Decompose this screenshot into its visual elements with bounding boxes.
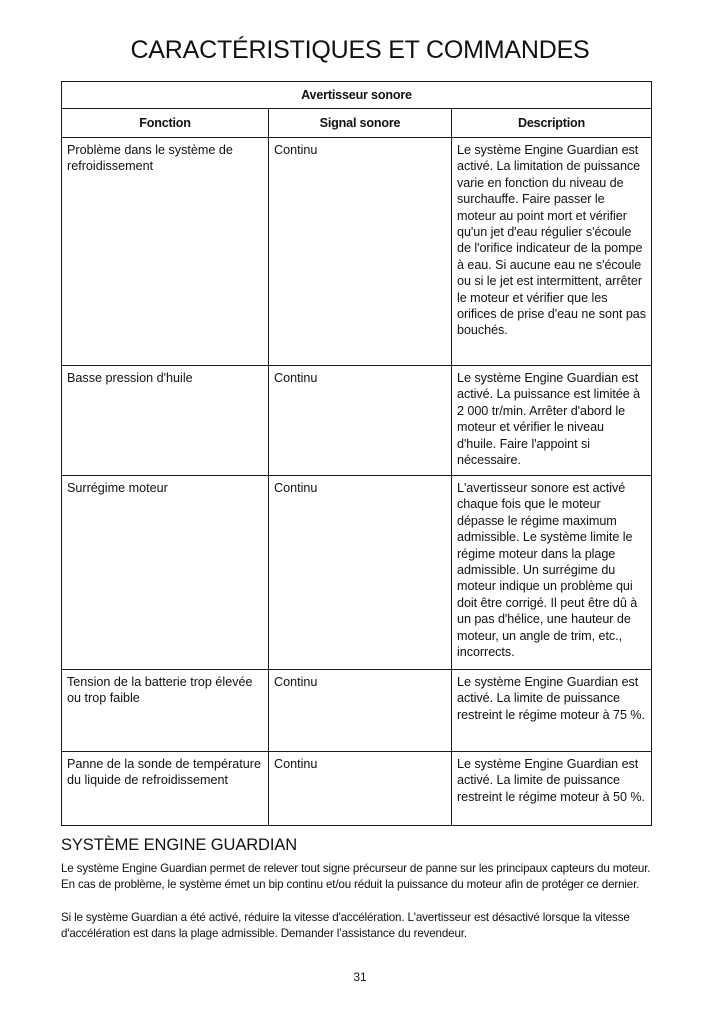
table-caption: Avertisseur sonore [62,82,652,109]
column-header-description: Description [452,109,652,138]
section-paragraph: Si le système Guardian a été activé, réduire la vitesse d'accélération. L'avertisseur est désactivé lorsque la vitesse d'accélération est dans la plage admissible. Demander l’assistance du revendeur. [61,911,630,940]
cell-signal: Continu [269,366,452,476]
section-paragraph: Le système Engine Guardian permet de relever tout signe précurseur de panne sur les principaux capteurs du moteur. En cas de problème, le système émet un bip continu et/ou réduit la puissance du moteur afin de protéger ce dernier. [61,862,651,891]
table-row [62,138,652,366]
cell-signal: Continu [269,138,452,366]
column-header-fonction: Fonction [62,109,269,138]
table-row [62,366,652,476]
cell-description: Le système Engine Guardian est activé. La limitation de puissance varie en fonction du niveau de surchauffe. Faire passer le moteur au point mort et vérifier qu'un jet d'eau régulier s'écoule de l'orifice indicateur de la pompe à eau. Si aucune eau ne s'écoule ou si le jet est intermittent, arrêter le moteur et vérifier que les orifices de prise d'eau ne sont pas bouchés. [452,138,652,366]
cell-signal: Continu [269,670,452,752]
table-header-row [62,109,652,138]
cell-fonction: Tension de la batterie trop élevée ou trop faible [62,670,269,752]
column-header-signal: Signal sonore [269,109,452,138]
cell-fonction: Problème dans le système de refroidissement [62,138,269,366]
horn-alert-table [61,81,652,826]
cell-description: Le système Engine Guardian est activé. La limite de puissance restreint le régime moteur à 75 %. [452,670,652,752]
cell-fonction: Panne de la sonde de température du liquide de refroidissement [62,752,269,826]
table-row [62,670,652,752]
cell-description: Le système Engine Guardian est activé. La puissance est limitée à 2 000 tr/min. Arrêter d'abord le moteur et vérifier le niveau d'huile. Faire l'appoint si nécessaire. [452,366,652,476]
section-title: SYSTÈME ENGINE GUARDIAN [61,836,298,854]
page-title: CARACTÉRISTIQUES ET COMMANDES [130,36,590,64]
cell-description: L'avertisseur sonore est activé chaque fois que le moteur dépasse le régime maximum admissible. Le système limite le régime moteur dans la plage admissible. Un surrégime du moteur indique un problème qui doit être corrigé. Il peut être dû à un pas d'hélice, une hauteur de moteur, un angle de trim, etc., incorrects. [452,476,652,670]
page-number: 31 [353,970,367,984]
table-caption-row [62,82,652,109]
table-row [62,476,652,670]
cell-fonction: Basse pression d'huile [62,366,269,476]
cell-signal: Continu [269,476,452,670]
cell-fonction: Surrégime moteur [62,476,269,670]
cell-signal: Continu [269,752,452,826]
cell-description: Le système Engine Guardian est activé. La limite de puissance restreint le régime moteur à 50 %. [452,752,652,826]
table-row [62,752,652,826]
